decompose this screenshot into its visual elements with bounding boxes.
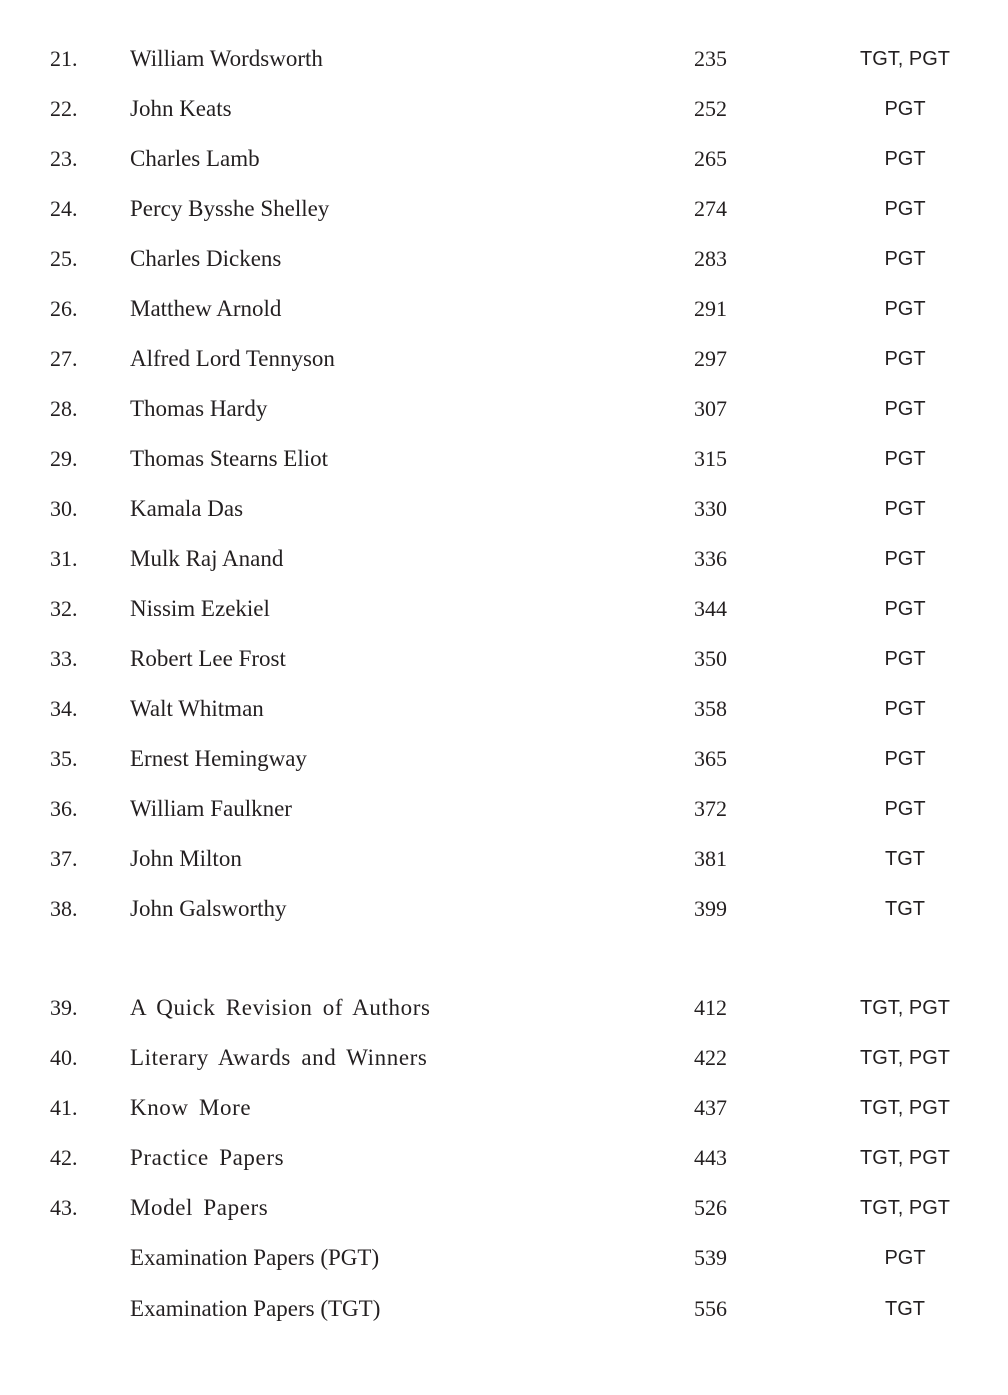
toc-entry	[0, 289, 1008, 329]
entry-level: TGT	[885, 1298, 925, 1320]
entry-level: PGT	[884, 98, 926, 120]
entry-number: 22.	[50, 96, 78, 121]
entry-title: Thomas Stearns Eliot	[130, 446, 329, 471]
toc-entry	[0, 139, 1008, 179]
entry-title: Thomas Hardy	[130, 396, 268, 421]
entry-title: Ernest Hemingway	[130, 746, 307, 771]
entry-number: 27.	[50, 346, 78, 371]
entry-title: John Keats	[130, 96, 232, 121]
entry-page: 336	[694, 546, 727, 571]
entry-page: 556	[694, 1296, 727, 1321]
toc-entry	[0, 589, 1008, 629]
entry-number: 23.	[50, 146, 78, 171]
toc-entry	[0, 1188, 1008, 1228]
entry-level: PGT	[884, 398, 926, 420]
entry-level: PGT	[884, 748, 926, 770]
entry-level: PGT	[884, 348, 926, 370]
entry-page: 350	[694, 646, 727, 671]
entry-title: John Galsworthy	[130, 896, 287, 921]
toc-entry	[0, 739, 1008, 779]
entry-page: 358	[694, 696, 727, 721]
entry-number: 40.	[50, 1045, 78, 1070]
entry-page: 437	[694, 1095, 727, 1120]
toc-entry	[0, 489, 1008, 529]
entry-title: Alfred Lord Tennyson	[130, 346, 335, 371]
entry-number: 28.	[50, 396, 78, 421]
toc-entry	[0, 1138, 1008, 1178]
toc-entry	[0, 988, 1008, 1028]
entry-page: 443	[694, 1145, 727, 1170]
entry-level: PGT	[884, 1247, 926, 1269]
entry-number: 31.	[50, 546, 78, 571]
entry-page: 539	[694, 1245, 727, 1270]
entry-title: Walt Whitman	[130, 696, 264, 721]
entry-title: Examination Papers (TGT)	[130, 1296, 381, 1321]
entry-title: Robert Lee Frost	[130, 646, 286, 671]
toc-entry	[0, 89, 1008, 129]
entry-page: 526	[694, 1195, 727, 1220]
toc-entry	[0, 539, 1008, 579]
entry-title: Know More	[130, 1095, 252, 1120]
toc-entry	[0, 689, 1008, 729]
toc-entry	[0, 639, 1008, 679]
entry-number: 32.	[50, 596, 78, 621]
entry-title: William Wordsworth	[130, 46, 323, 71]
entry-level: PGT	[884, 548, 926, 570]
entry-title: A Quick Revision of Authors	[130, 995, 431, 1020]
entry-number: 26.	[50, 296, 78, 321]
entry-page: 330	[694, 496, 727, 521]
entry-page: 422	[694, 1045, 727, 1070]
entry-level: TGT, PGT	[860, 48, 950, 70]
entry-page: 283	[694, 246, 727, 271]
entry-level: PGT	[884, 248, 926, 270]
entry-level: TGT, PGT	[860, 1197, 950, 1219]
toc-entry	[0, 1238, 1008, 1278]
toc-entry	[0, 439, 1008, 479]
entry-title: Matthew Arnold	[130, 296, 282, 321]
entry-level: TGT, PGT	[860, 1047, 950, 1069]
entry-level: PGT	[884, 198, 926, 220]
entry-number: 43.	[50, 1195, 78, 1220]
toc-entry	[0, 889, 1008, 929]
entry-number: 34.	[50, 696, 78, 721]
entry-page: 365	[694, 746, 727, 771]
entry-level: PGT	[884, 598, 926, 620]
entry-page: 291	[694, 296, 727, 321]
entry-title: Percy Bysshe Shelley	[130, 196, 330, 221]
entry-title: Examination Papers (PGT)	[130, 1245, 380, 1270]
entry-number: 29.	[50, 446, 78, 471]
toc-entry	[0, 839, 1008, 879]
entry-title: John Milton	[130, 846, 242, 871]
toc-entry	[0, 239, 1008, 279]
entry-number: 41.	[50, 1095, 78, 1120]
entry-level: TGT	[885, 848, 925, 870]
entry-level: PGT	[884, 698, 926, 720]
entry-page: 372	[694, 796, 727, 821]
entry-title: Mulk Raj Anand	[130, 546, 284, 571]
toc-entry	[0, 789, 1008, 829]
entry-number: 37.	[50, 846, 78, 871]
entry-page: 412	[694, 995, 727, 1020]
entry-page: 399	[694, 896, 727, 921]
toc-entry	[0, 39, 1008, 79]
entry-number: 42.	[50, 1145, 78, 1170]
entry-level: PGT	[884, 448, 926, 470]
entry-number: 38.	[50, 896, 78, 921]
entry-title: Kamala Das	[130, 496, 244, 521]
entry-title: Model Papers	[130, 1195, 269, 1220]
entry-level: PGT	[884, 798, 926, 820]
toc-entry	[0, 189, 1008, 229]
toc-entry	[0, 389, 1008, 429]
entry-number: 36.	[50, 796, 78, 821]
entry-title: Charles Dickens	[130, 246, 282, 271]
entry-title: Charles Lamb	[130, 146, 260, 171]
entry-number: 39.	[50, 995, 78, 1020]
entry-level: PGT	[884, 298, 926, 320]
entry-page: 381	[694, 846, 727, 871]
entry-level: PGT	[884, 648, 926, 670]
entry-page: 265	[694, 146, 727, 171]
entry-level: TGT	[885, 898, 925, 920]
entry-number: 24.	[50, 196, 78, 221]
entry-page: 252	[694, 96, 727, 121]
entry-title: William Faulkner	[130, 796, 292, 821]
toc-entry	[0, 1038, 1008, 1078]
entry-page: 235	[694, 46, 727, 71]
entry-title: Nissim Ezekiel	[130, 596, 270, 621]
entry-title: Practice Papers	[130, 1145, 285, 1170]
entry-level: TGT, PGT	[860, 1147, 950, 1169]
entry-level: PGT	[884, 148, 926, 170]
toc-entry	[0, 339, 1008, 379]
entry-page: 315	[694, 446, 727, 471]
entry-level: PGT	[884, 498, 926, 520]
entry-number: 25.	[50, 246, 78, 271]
entry-level: TGT, PGT	[860, 997, 950, 1019]
toc-entry	[0, 1088, 1008, 1128]
entry-title: Literary Awards and Winners	[130, 1045, 428, 1070]
entry-number: 30.	[50, 496, 78, 521]
entry-page: 344	[694, 596, 727, 621]
entry-page: 307	[694, 396, 727, 421]
entry-number: 33.	[50, 646, 78, 671]
toc-entry	[0, 1289, 1008, 1329]
entry-page: 274	[694, 196, 727, 221]
entry-number: 35.	[50, 746, 78, 771]
entry-level: TGT, PGT	[860, 1097, 950, 1119]
entry-page: 297	[694, 346, 727, 371]
entry-number: 21.	[50, 46, 78, 71]
